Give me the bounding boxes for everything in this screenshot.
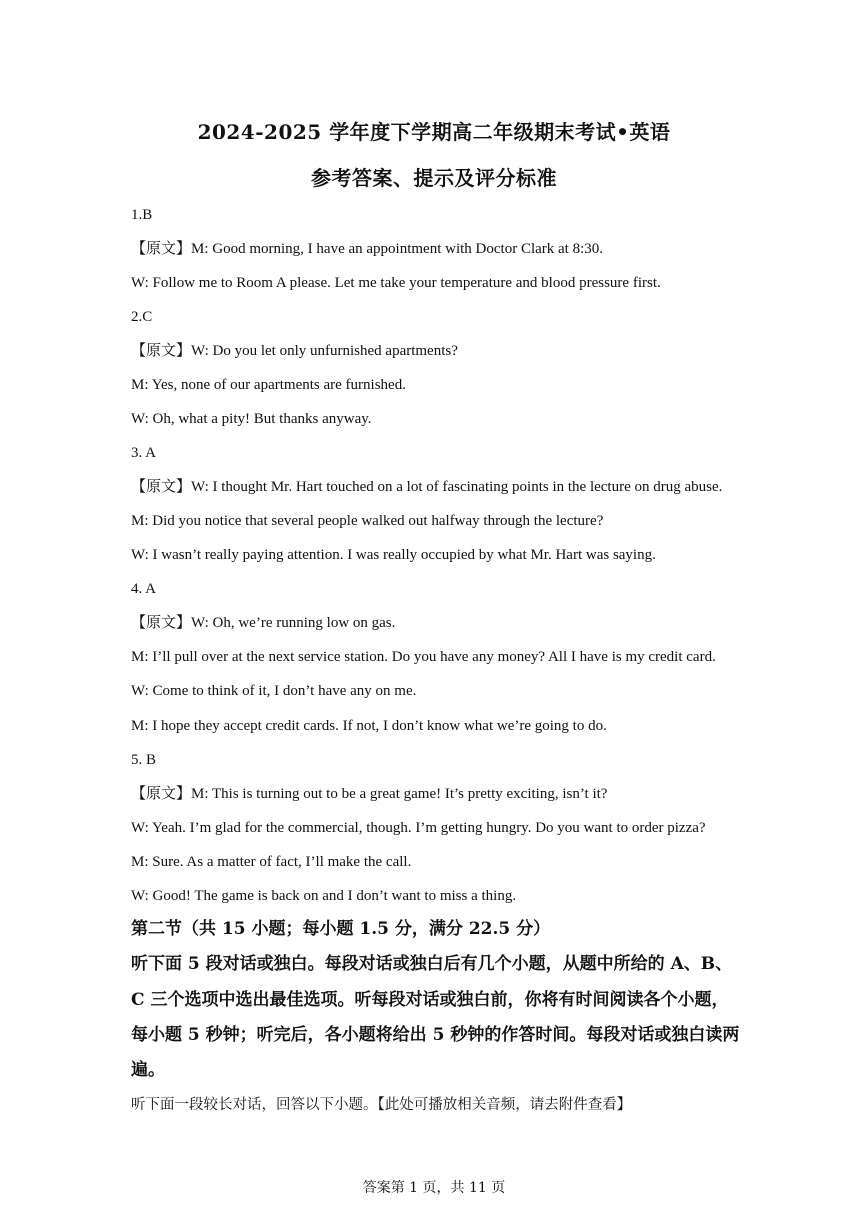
transcript-line: 【原文】W: Oh, we’re running low on gas.	[131, 615, 396, 631]
transcript-line: 【原文】W: I thought Mr. Hart touched on a lot of fascinating points in the lecture on drug abuse.	[131, 479, 723, 495]
section-heading: 第二节（共 15 小题；每小题 1.5 分，满分 22.5 分）	[131, 919, 551, 939]
transcript-line: W: Come to think of it, I don’t have any on me.	[131, 683, 417, 699]
transcript-line: W: Yeah. I’m glad for the commercial, though. I’m getting hungry. Do you want to order pizza?	[131, 820, 706, 836]
transcript-line: W: Oh, what a pity! But thanks anyway.	[131, 411, 372, 427]
section-instruction: 听下面 5 段对话或独白。每段对话或独白后有几个小题，从题中所给的 A、B、	[131, 954, 733, 974]
transcript-line: 【原文】M: This is turning out to be a great game! It’s pretty exciting, isn’t it?	[131, 786, 608, 802]
answer-4: 4. A	[131, 581, 157, 597]
section-instruction: 遍。	[131, 1060, 165, 1080]
page-subtitle: 参考答案、提示及评分标准	[311, 166, 557, 190]
section-instruction: 每小题 5 秒钟；听完后，各小题将给出 5 秒钟的作答时间。每段对话或独白读两	[131, 1025, 740, 1045]
transcript-line: M: Did you notice that several people walked out halfway through the lecture?	[131, 513, 604, 529]
transcript-line: M: Yes, none of our apartments are furnished.	[131, 377, 406, 393]
section-note: 听下面一段较长对话，回答以下小题。【此处可播放相关音频，请去附件查看】	[131, 1097, 632, 1113]
section-instruction: C 三个选项中选出最佳选项。听每段对话或独白前，你将有时间阅读各个小题，	[131, 990, 729, 1010]
page-title: 2024-2025 学年度下学期高二年级期末考试•英语	[197, 120, 671, 144]
transcript-line: 【原文】M: Good morning, I have an appointment with Doctor Clark at 8:30.	[131, 241, 604, 257]
transcript-line: W: I wasn’t really paying attention. I was really occupied by what Mr. Hart was saying.	[131, 547, 656, 563]
transcript-line: W: Follow me to Room A please. Let me take your temperature and blood pressure first.	[131, 275, 661, 291]
transcript-line: M: I’ll pull over at the next service station. Do you have any money? All I have is my credit card.	[131, 649, 716, 665]
page-number: 答案第 1 页，共 11 页	[362, 1180, 506, 1196]
answer-5: 5. B	[131, 752, 157, 768]
transcript-line: M: I hope they accept credit cards. If not, I don’t know what we’re going to do.	[131, 718, 607, 734]
answer-3: 3. A	[131, 445, 157, 461]
answer-1: 1.B	[131, 207, 153, 223]
transcript-line: 【原文】W: Do you let only unfurnished apartments?	[131, 343, 458, 359]
transcript-line: W: Good! The game is back on and I don’t want to miss a thing.	[131, 888, 517, 904]
transcript-line: M: Sure. As a matter of fact, I’ll make the call.	[131, 854, 412, 870]
answer-2: 2.C	[131, 309, 153, 325]
